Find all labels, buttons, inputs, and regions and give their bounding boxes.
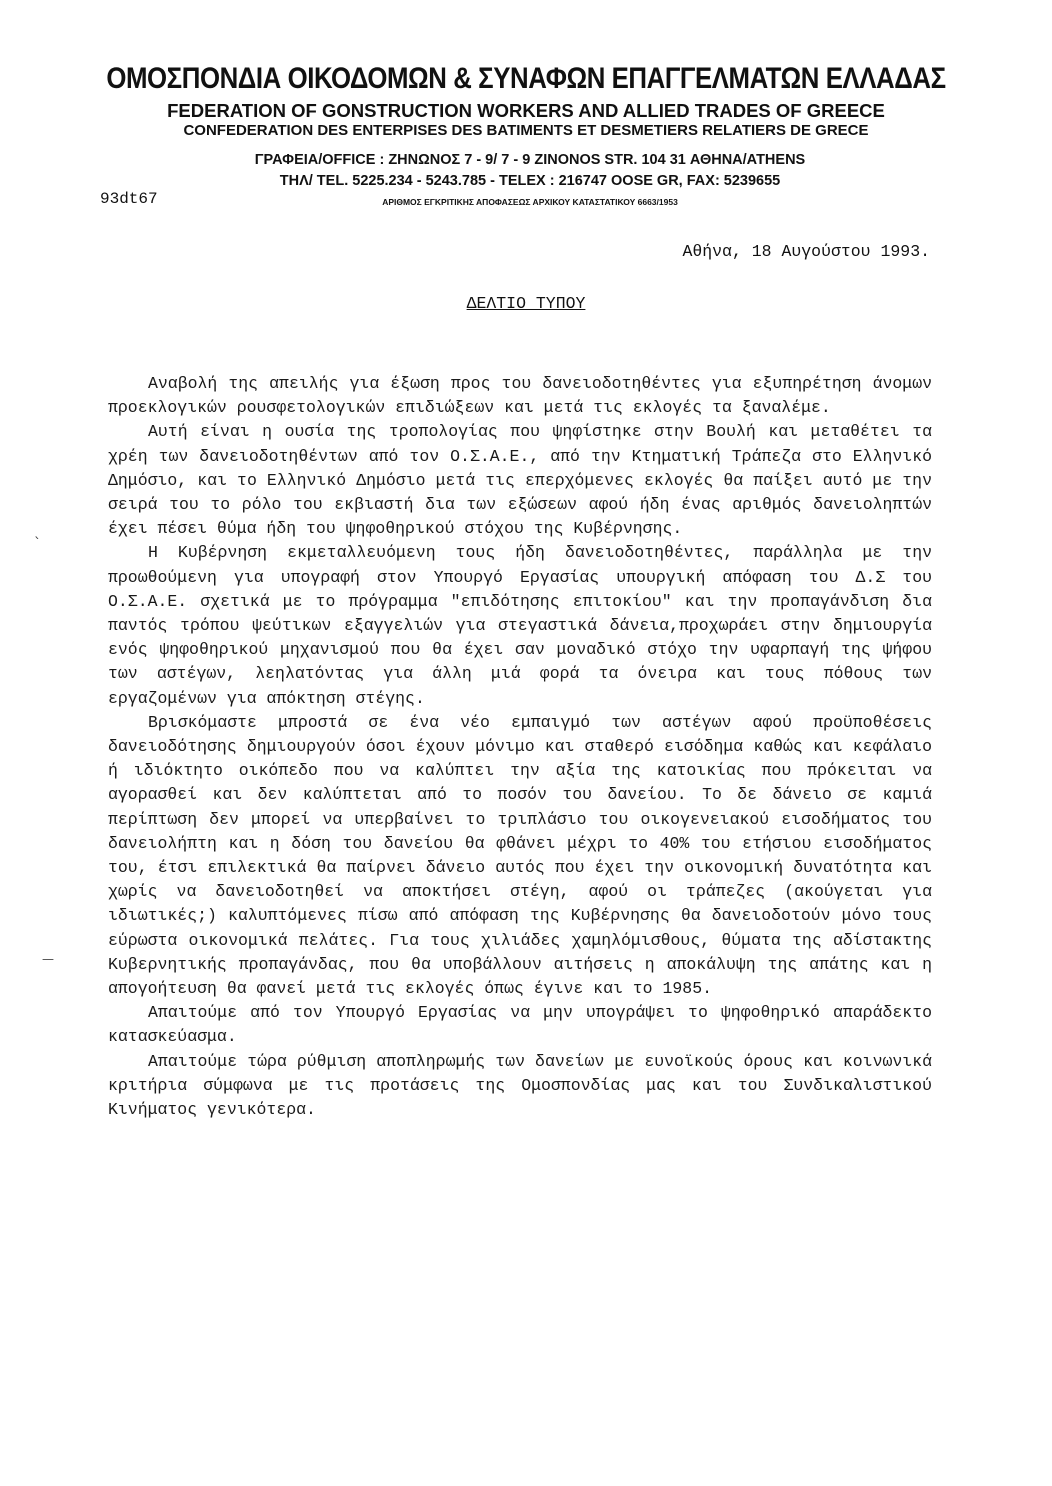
paragraph: Βρισκόμαστε μπροστά σε ένα νέο εμπαιγμό των αστέγων αφού προϋποθέσεις δανειοδότησης δημιουργούν όσοι έχουν μόνιμο και σταθερό εισόδημα καθώς και κεφάλαιο ή ιδιόκτητο οικόπεδο που να καλύπτει την αξία της κατοικίας που πρόκειται να αγορασθεί και δεν καλύπτεται από το ποσόν του δανείου. Το δε δάνειο σε καμιά περίπτωση δεν μπορεί να υπερβαίνει το τριπλάσιο του οικογενειακού εισοδήματος του δανειολήπτη και η δόση του δανείου θα φθάνει μέχρι το 40% του ετήσιου εισοδήματος του, έτσι επιλεκτικά θα παίρνει δάνειο αυτός που έχει την οικονομική δυνατότητα και χωρίς να δανειοδοτηθεί να αποκτήσει στέγη, αφού οι τράπεζες (ακούγεται για ιδιωτικές;) καλυπτόμενες πίσω από απόφαση της Κυβέρνησης θα δανειοδοτούν μόνο τους εύρωστα οικονομικά πελάτες. Για τους χιλιάδες χαμηλόμισθους, θύματα της αδίστακτης Κυβερνητικής προπαγάνδας, που θα υποβάλλουν αιτήσεις η αποκάλυψη της απάτης και η απογοήτευση θα φανεί μετά τις εκλογές όπως έγινε και το 1985. — [108, 712, 932, 999]
paragraph: Αυτή είναι η ουσία της τροπολογίας που ψηφίστηκε στην Βουλή και μεταθέτει τα χρέη των δανειοδοτηθέντων από τον Ο.Σ.Α.Ε., από την Κτηματική Τράπεζα στο Ελληνικό Δημόσιο, και το Ελληνικό Δημόσιο μετά τις επερχόμενες εκλογές θα παίξει αυτό με την σειρά του το ρόλο του εκβιαστή δια των εξώσεων αφού ήδη ένας αριθμός δανειοληπτών έχει πέσει θύμα ήδη του ψηφοθηρικού στόχου της Κυβέρνησης. — [108, 422, 932, 539]
paragraph: Απαιτούμε από τον Υπουργό Εργασίας να μην υπογράψει το ψηφοθηρικό απαράδεκτο κατασκεύασμα. — [108, 1003, 932, 1047]
scan-dash-icon: — — [42, 952, 54, 966]
scan-mark-icon: ˋ — [34, 536, 41, 552]
paragraph: Αναβολή της απειλής για έξωση προς του δανειοδοτηθέντες για εξυπηρέτηση άνομων προεκλογικών ρουσφετολογικών επιδιώξεων και μετά τις εκλογές τα ξαναλέμε. — [108, 374, 932, 418]
reference-code: 93dt67 — [100, 190, 158, 208]
organization-name-french: CONFEDERATION DES ENTERPISES DES BATIMENTS ET DESMETIERS RELATIERS DE GRECE — [183, 122, 869, 139]
document-body — [108, 372, 932, 1122]
paragraph: Απαιτούμε τώρα ρύθμιση αποπληρωμής των δανείων με ευνοϊκούς όρους και κοινωνικά κριτήρια σύμφωνα με τις προτάσεις της Ομοσπονδίας μας και του Συνδικαλιστικού Κινήματος γενικότερα. — [108, 1051, 932, 1120]
contact-numbers: ΤΗΛ/ TEL. 5225.234 - 5243.785 - TELEX : 216747 OOSE GR, FAX: 5239655 — [279, 173, 781, 189]
paragraph: Η Κυβέρνηση εκμεταλλευόμενη τους ήδη δανειοδοτηθέντες, παράλληλα με την προωθούμενη για υπογραφή στον Υπουργό Εργασίας υπουργική απόφαση του Δ.Σ του Ο.Σ.Α.Ε. σχετικά με το πρόγραμμα "επιδότησης επιτοκίου" και την προπαγάνδιση δια παντός τρόπου ψεύτικων εξαγγελιών για στεγαστικά δάνεια,προχωράει στην δημιουργία ενός ψηφοθηρικού μηχανισμού που θα έχει σαν μοναδικό στόχο την υφαρπαγή της ψήφου των αστέγων, λεηλατόντας για άλλη μιά φορά τα όνειρα και τους πόθους των εργαζομένων για απόκτηση στέγης. — [108, 543, 932, 708]
organization-name-greek: ΟΜΟΣΠΟΝΔΙΑ ΟΙΚΟΔΟΜΩΝ & ΣΥΝΑΦΩΝ ΕΠΑΓΓΕΛΜΑΤΩΝ ΕΛΛΑΔΑΣ — [106, 62, 946, 95]
organization-name-english: FEDERATION OF GONSTRUCTION WORKERS AND ALLIED TRADES OF GREECE — [167, 100, 885, 121]
approval-number: ΑΡΙΘΜΟΣ ΕΓΚΡΙΤΙΚΗΣ ΑΠΟΦΑΣΕΩΣ ΑΡΧΙΚΟΥ ΚΑΤΑΣΤΑΤΙΚΟΥ 6663/1953 — [382, 197, 678, 207]
office-address: ΓΡΑΦΕΙΑ/OFFICE : ΖΗΝΩΝΟΣ 7 - 9/ 7 - 9 ZINONOS STR. 104 31 ΑΘΗΝΑ/ATHENS — [254, 152, 806, 168]
document-date: Αθήνα, 18 Αυγούστου 1993. — [682, 242, 930, 261]
document-title: ΔΕΛΤΙΟ ΤΥΠΟΥ — [466, 294, 586, 313]
